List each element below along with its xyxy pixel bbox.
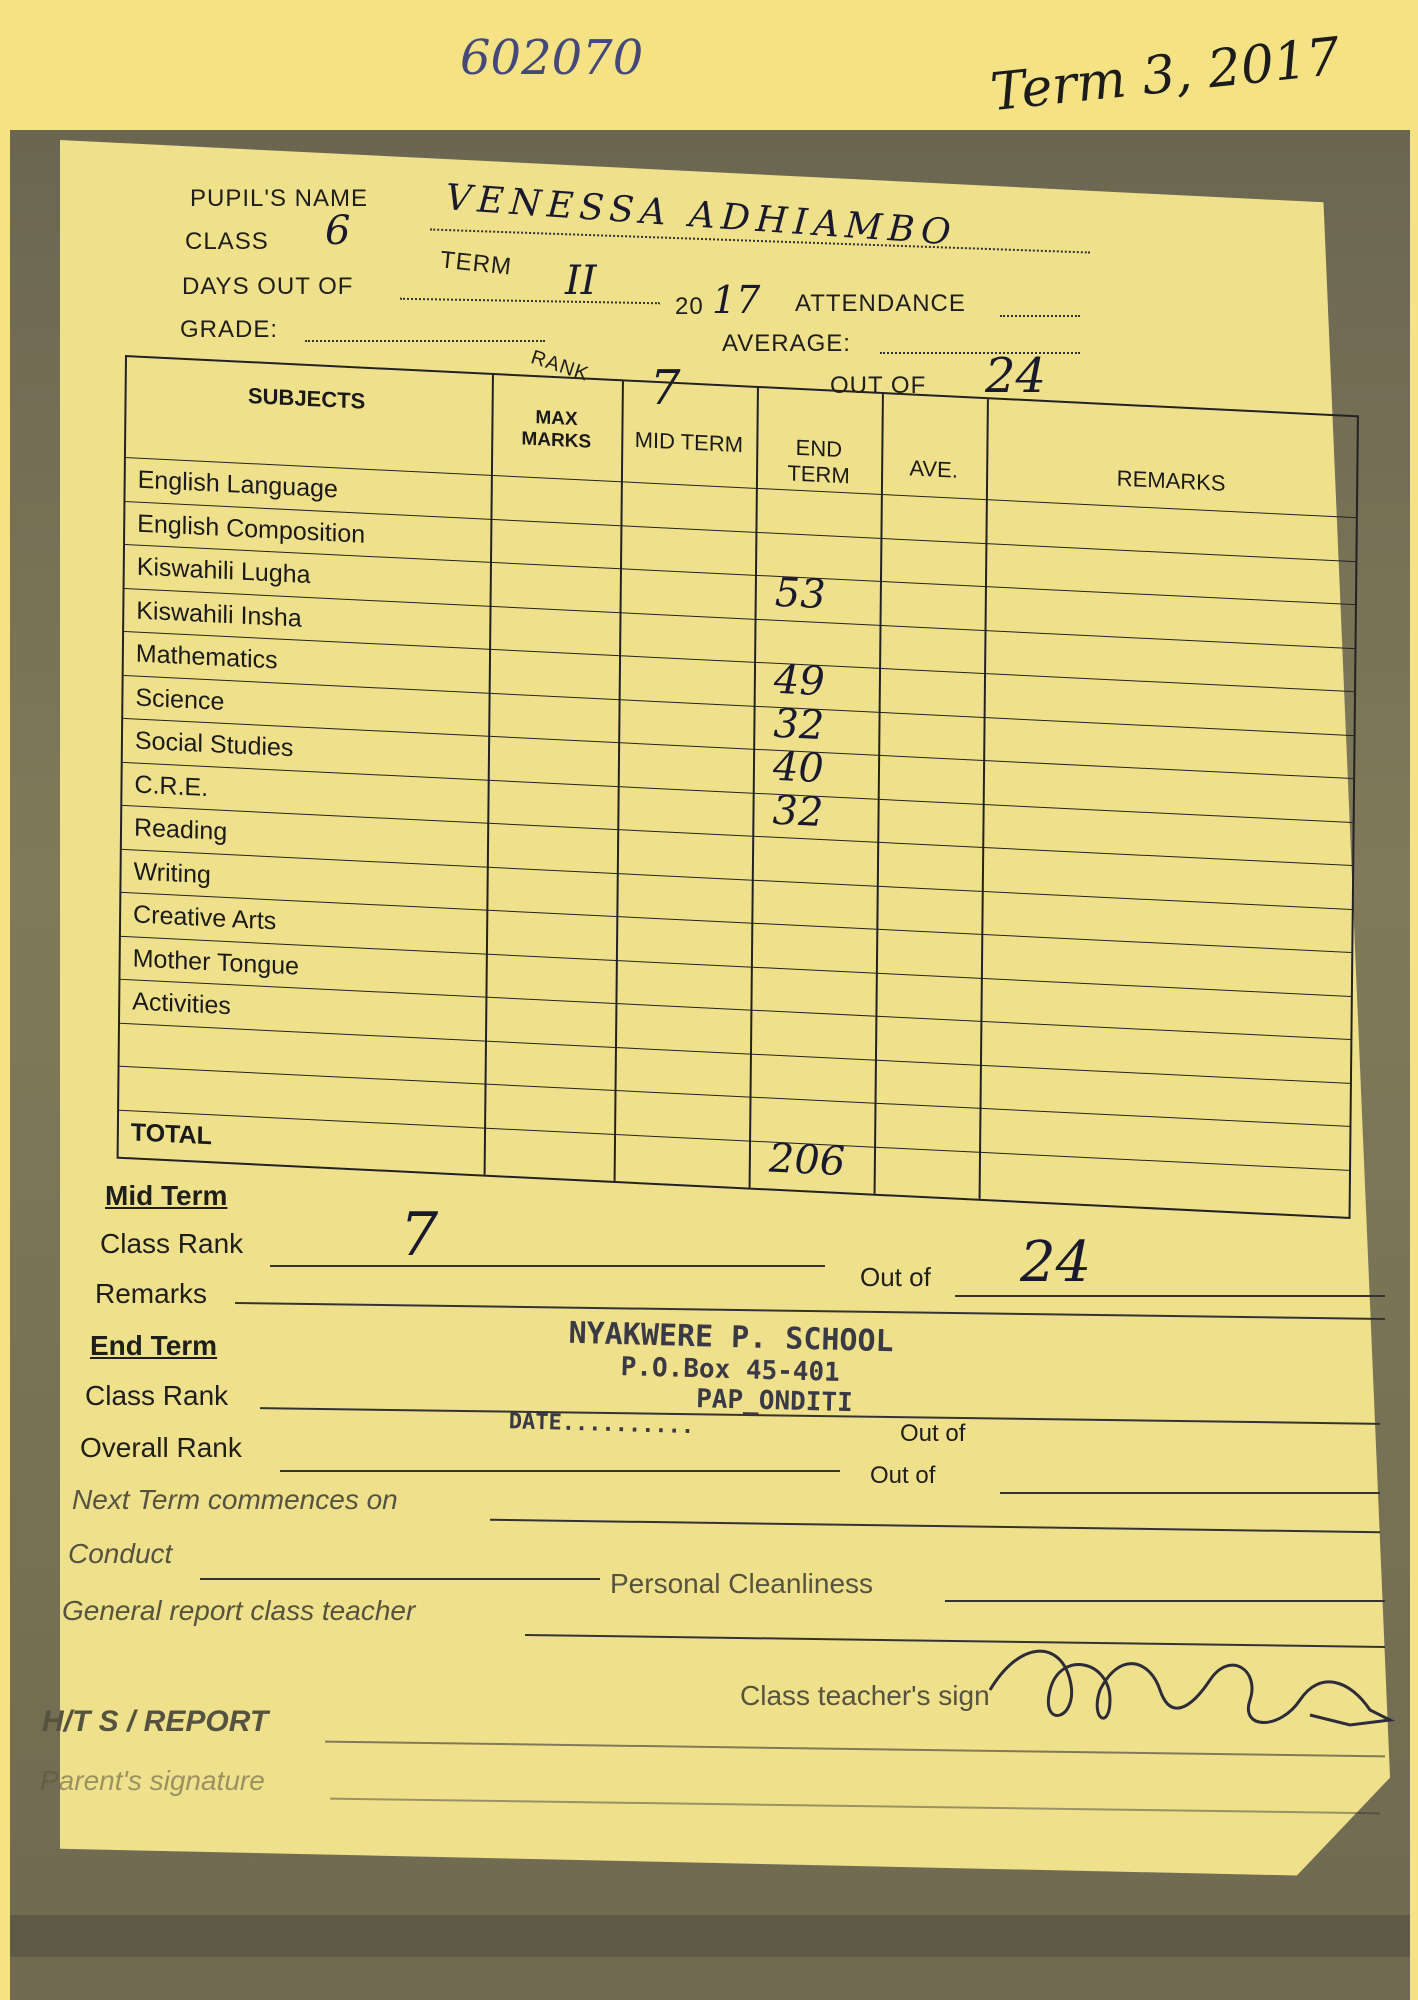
end-out-of-line [1000, 1492, 1380, 1494]
stamp-school-name: NYAKWERE P. SCHOOL [568, 1315, 895, 1360]
col-divider-ave [874, 394, 884, 1194]
general-report-label: General report class teacher [62, 1595, 416, 1626]
header-mid-term: MID TERM [634, 426, 744, 458]
pupil-name-value: VENESSA ADHIAMBO [444, 177, 958, 254]
scan-bottom-edge [10, 1915, 1410, 1957]
conduct-line [200, 1578, 600, 1580]
class-teacher-signature [980, 1620, 1400, 1750]
parent-signature-label: Parent's signature [40, 1765, 265, 1796]
mid-out-of-value: 24 [1020, 1230, 1092, 1295]
end-out-of-label-1: Out of [900, 1420, 966, 1447]
mid-class-rank-value: 7 [400, 1200, 439, 1270]
next-term-label: Next Term commences on [72, 1484, 398, 1515]
table-row-subject: Creative Arts [132, 900, 277, 936]
stamp-date: DATE.......... [508, 1409, 695, 1440]
class-value: 6 [325, 208, 351, 254]
class-label: CLASS [185, 228, 269, 255]
table-row-subject: Science [135, 683, 225, 716]
table-row-subject: Mother Tongue [132, 943, 300, 981]
table-row-subject: C.R.E. [134, 769, 209, 802]
attendance-line [1000, 315, 1080, 317]
table-row-end-term-score: 32 [773, 700, 825, 749]
mid-class-rank-label: Class Rank [100, 1228, 244, 1259]
mid-term-heading: Mid Term [105, 1180, 228, 1211]
class-teacher-sign-label: Class teacher's sign [740, 1680, 990, 1711]
end-term-heading: End Term [90, 1330, 218, 1361]
col-divider-mid [614, 381, 624, 1181]
grade-label: GRADE: [180, 316, 279, 343]
term-label: TERM [438, 246, 514, 281]
table-row-subject: English Language [137, 465, 339, 504]
mid-out-of-label: Out of [860, 1262, 931, 1292]
stamp-location: PAP_ONDITI [695, 1384, 854, 1419]
table-row-end-term-score: 53 [774, 569, 826, 619]
overall-rank-line [280, 1470, 840, 1472]
marks-table [117, 355, 1359, 1219]
table-row-subject: TOTAL [130, 1117, 213, 1150]
col-divider-remarks [979, 399, 989, 1199]
pupil-name-label: PUPIL'S NAME [190, 185, 368, 212]
table-row-end-term-score: 206 [768, 1135, 846, 1185]
rank-label: RANK [528, 346, 592, 386]
header-subjects: SUBJECTS [247, 383, 366, 414]
header-ave: AVE. [909, 455, 959, 483]
header-end-term: END TERM [787, 434, 850, 489]
days-out-label: DAYS OUT OF [182, 273, 354, 300]
average-label: AVERAGE: [722, 330, 851, 357]
table-row-subject: Social Studies [134, 726, 294, 763]
rank-value: 7 [650, 360, 681, 416]
table-row-subject: Reading [133, 813, 228, 847]
year-value: 17 [712, 278, 761, 322]
grade-line [305, 340, 545, 342]
conduct-label: Conduct [68, 1538, 173, 1569]
attendance-label: ATTENDANCE [795, 290, 966, 317]
average-line [880, 352, 1080, 354]
ht-report-label: H/T S / REPORT [42, 1705, 269, 1738]
table-row-divider [119, 1109, 1349, 1170]
handwritten-term-note: Term 3, 2017 [987, 26, 1343, 124]
handwritten-reference-number: 602070 [460, 30, 644, 86]
col-divider-max [484, 375, 494, 1175]
table-row-end-term-score: 32 [772, 787, 824, 836]
remarks-label: Remarks [95, 1278, 208, 1309]
out-of-value: 24 [985, 348, 1047, 404]
table-row-subject: Kiswahili Insha [136, 596, 302, 633]
table-row-subject: English Composition [137, 509, 366, 549]
mid-out-of-line [955, 1295, 1385, 1297]
out-of-label: OUT OF [830, 372, 927, 399]
table-row-subject: Writing [133, 856, 212, 889]
personal-cleanliness-line [945, 1600, 1385, 1602]
stamp-po-box: P.O.Box 45-401 [620, 1352, 841, 1388]
school-stamp [449, 1313, 1012, 1448]
term-value: II [565, 258, 597, 304]
mid-class-rank-line [270, 1265, 825, 1267]
personal-cleanliness-label: Personal Cleanliness [610, 1568, 874, 1599]
table-row-end-term-score: 49 [773, 656, 826, 706]
table-row-subject: Mathematics [135, 639, 278, 675]
col-divider-end [749, 388, 759, 1188]
header-remarks: REMARKS [1116, 465, 1226, 496]
table-row-subject: Activities [132, 987, 232, 1021]
end-class-rank-label: Class Rank [85, 1380, 229, 1411]
end-out-of-label-2: Out of [870, 1462, 936, 1489]
overall-rank-label: Overall Rank [80, 1432, 242, 1463]
header-max-marks: MAX MARKS [521, 407, 592, 453]
table-row-end-term-score: 40 [772, 743, 825, 793]
year-prefix: 20 [675, 293, 704, 320]
table-row-subject: Kiswahili Lugha [136, 552, 311, 590]
